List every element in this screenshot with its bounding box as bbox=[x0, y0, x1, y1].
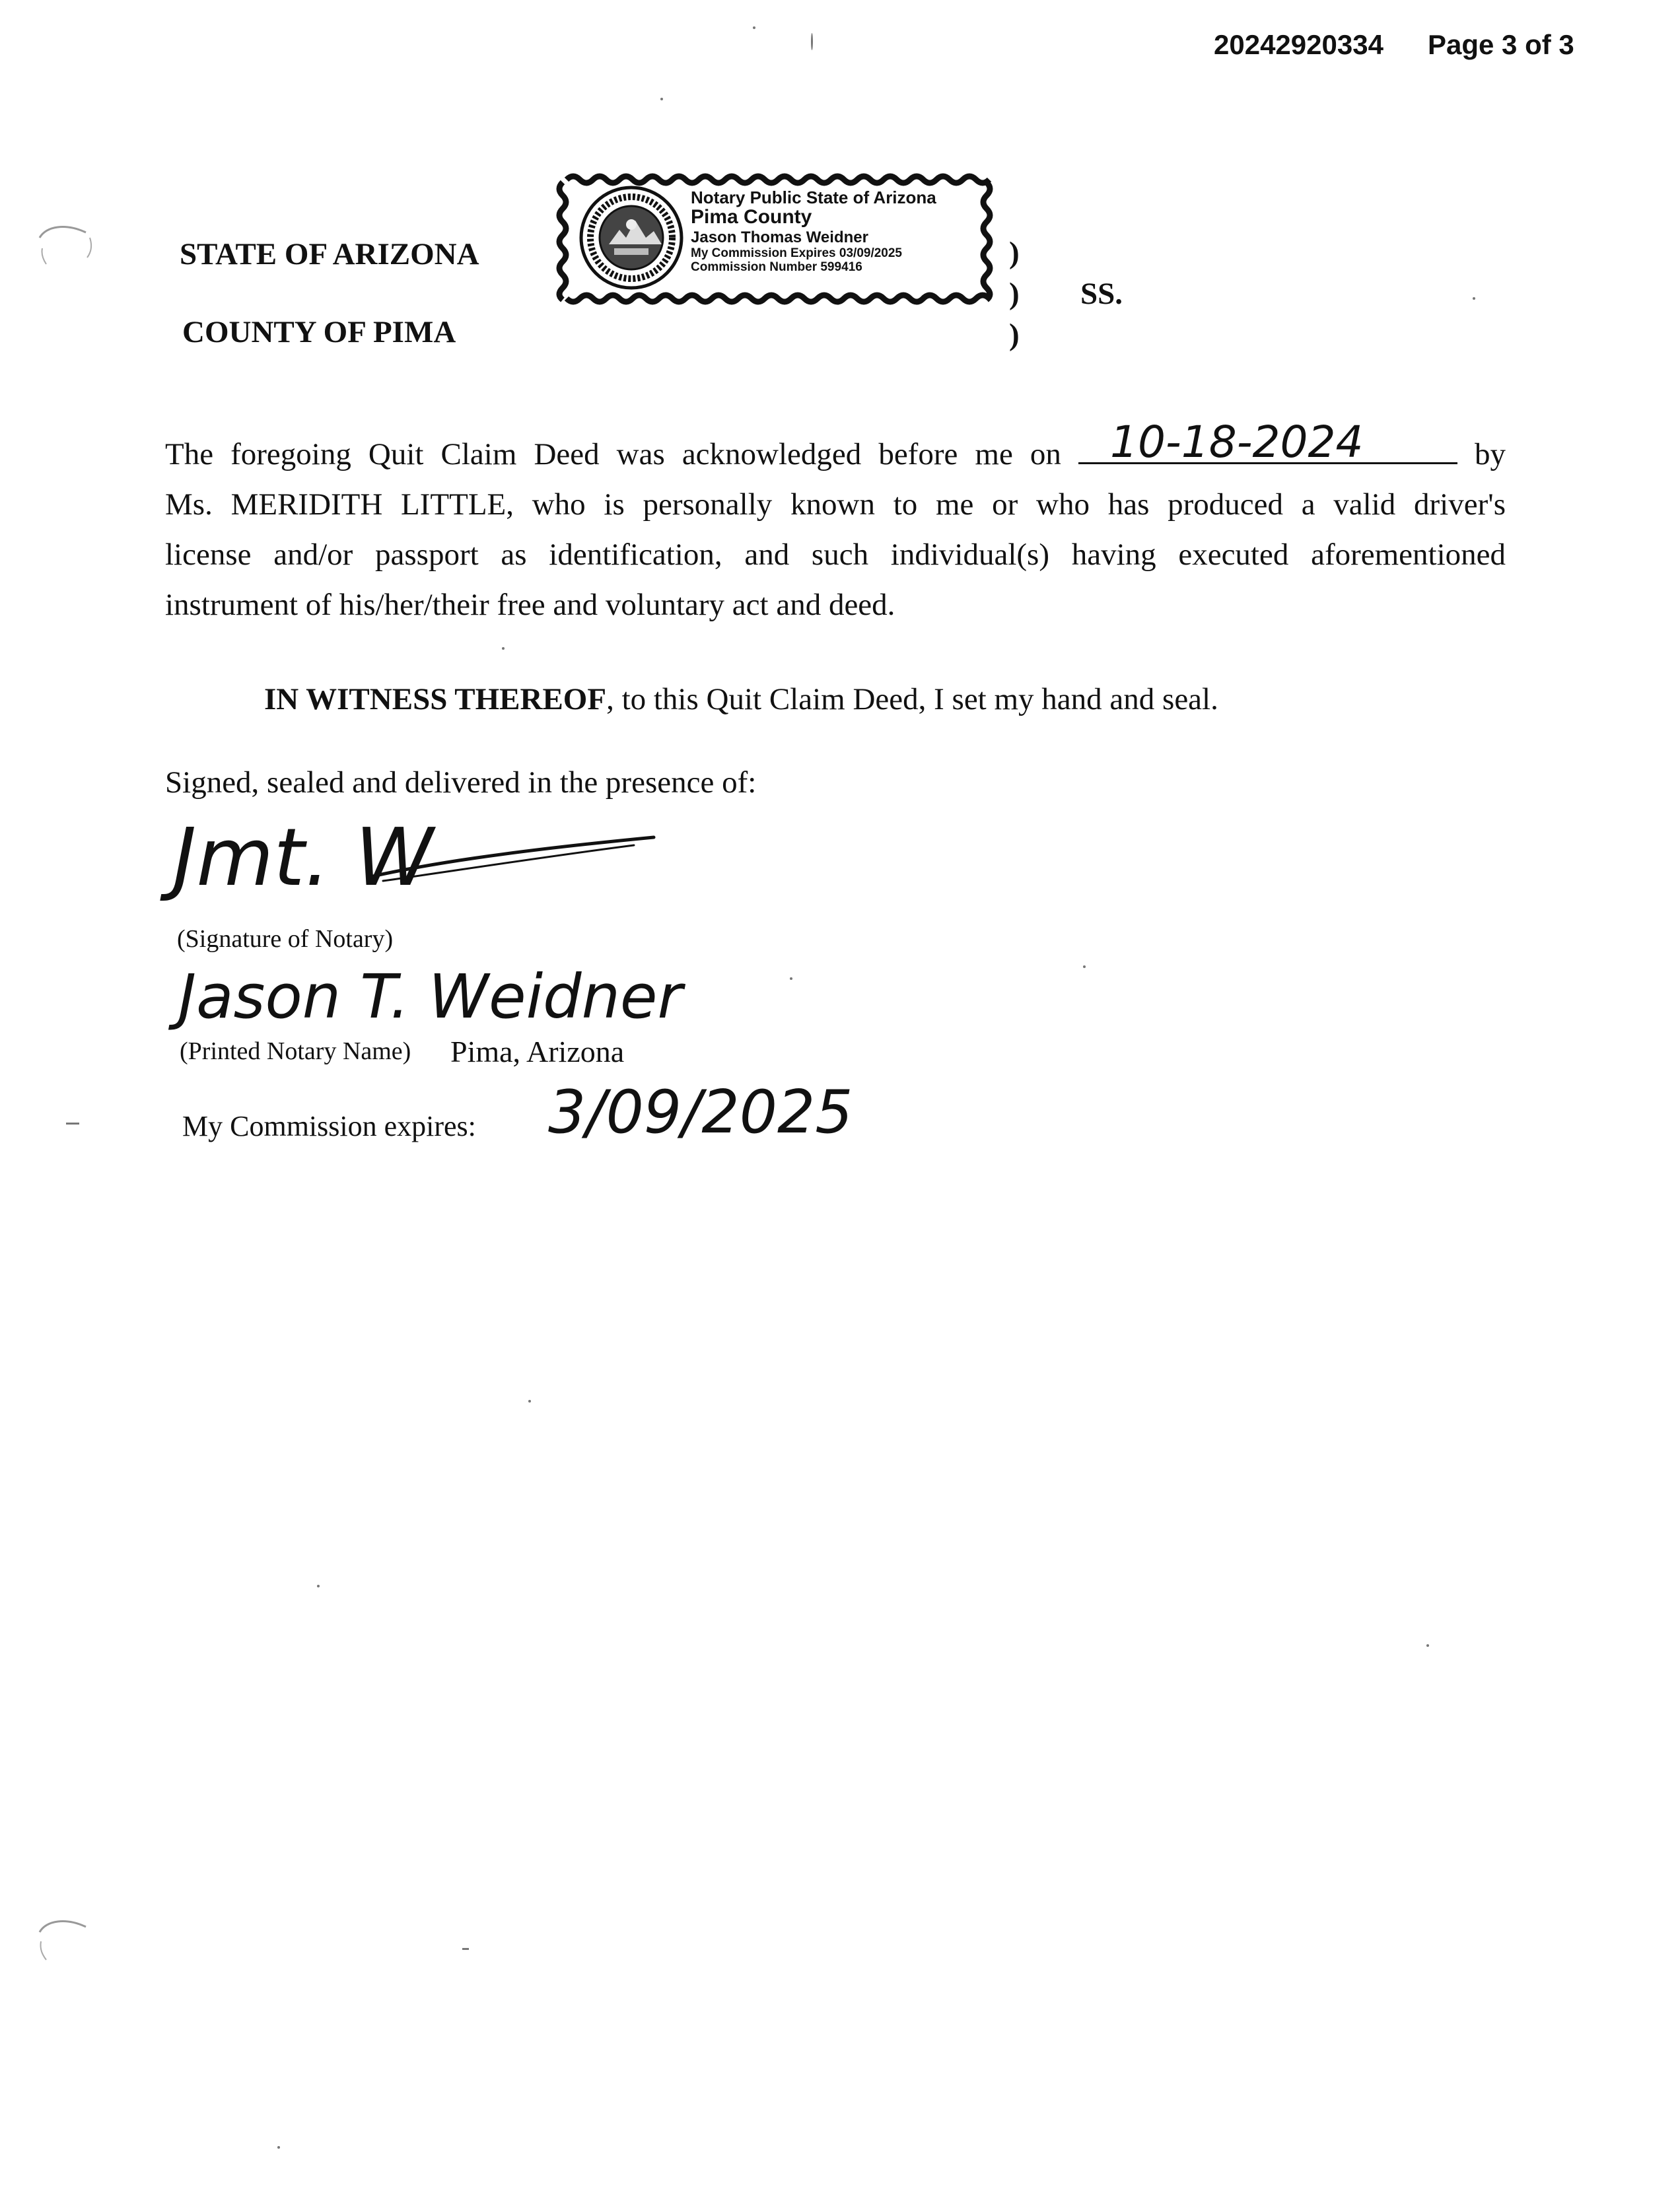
acknowledgment-paragraph bbox=[165, 417, 1506, 630]
scan-speck bbox=[811, 33, 813, 50]
ack-line-2: Ms. MERIDITH LITTLE, who is personally known to me or who has produced a valid driver's bbox=[165, 487, 1506, 522]
acknowledgment-date-handwritten: 10-18-2024 bbox=[1109, 417, 1364, 468]
scan-speck bbox=[462, 1948, 469, 1950]
stamp-line-title: Notary Public State of Arizona bbox=[691, 188, 936, 207]
scan-speck bbox=[317, 1585, 320, 1587]
ack-line-3: license and/or passport as identification, and such individual(s) having executed aforementioned bbox=[165, 538, 1506, 572]
scan-speck bbox=[66, 1123, 79, 1125]
commission-date-handwritten: 3/09/2025 bbox=[548, 1078, 853, 1147]
notary-location: Pima, Arizona bbox=[450, 1035, 625, 1068]
printed-name-handwritten: Jason T. Weidner bbox=[178, 961, 683, 1032]
commission-label: My Commission expires: bbox=[182, 1110, 476, 1142]
printed-name-caption: (Printed Notary Name) bbox=[180, 1037, 411, 1065]
stamp-line-number: Commission Number 599416 bbox=[691, 260, 862, 274]
signed-line: Signed, sealed and delivered in the presence of: bbox=[165, 765, 757, 800]
stamp-line-expires: My Commission Expires 03/09/2025 bbox=[691, 246, 902, 260]
scan-speck bbox=[1426, 1644, 1429, 1647]
scan-speck bbox=[660, 98, 663, 100]
scan-speck bbox=[1473, 297, 1475, 300]
venue-state: STATE OF ARIZONA bbox=[180, 237, 479, 271]
witness-rest: , to this Quit Claim Deed, I set my hand and seal. bbox=[606, 682, 1218, 716]
scan-speck bbox=[1083, 965, 1086, 968]
witness-bold: IN WITNESS THEREOF bbox=[264, 682, 607, 716]
scan-speck bbox=[277, 2146, 280, 2149]
notary-signature: Jmt. W bbox=[173, 812, 434, 904]
date-blank bbox=[1078, 417, 1457, 468]
signature-caption: (Signature of Notary) bbox=[177, 925, 394, 953]
scan-speck bbox=[528, 1400, 531, 1403]
punch-hole-mark-top bbox=[26, 211, 99, 284]
stamp-line-county: Pima County bbox=[691, 206, 812, 228]
page-indicator: Page 3 of 3 bbox=[1428, 29, 1574, 60]
document-number: 20242920334 bbox=[1214, 29, 1383, 60]
venue-paren-3: ) bbox=[1009, 318, 1020, 352]
ack-line-1-by: by bbox=[1475, 437, 1506, 471]
notary-stamp bbox=[553, 166, 996, 313]
venue-county: COUNTY OF PIMA bbox=[182, 315, 456, 349]
ack-line-1-text: The foregoing Quit Claim Deed was acknowledged before me on bbox=[165, 437, 1061, 471]
arizona-seal-icon bbox=[581, 188, 682, 288]
scan-speck bbox=[502, 647, 505, 650]
scan-speck bbox=[790, 977, 792, 980]
venue-paren-2: ) bbox=[1009, 277, 1020, 311]
venue-paren-1: ) bbox=[1009, 236, 1020, 270]
signature-flourish bbox=[370, 825, 660, 885]
punch-hole-mark-bottom bbox=[26, 1902, 99, 1974]
scan-speck bbox=[753, 26, 755, 29]
witness-line bbox=[264, 681, 1218, 717]
venue-ss: SS. bbox=[1080, 277, 1123, 311]
ack-line-4: instrument of his/her/their free and voluntary act and deed. bbox=[165, 588, 895, 622]
stamp-line-name: Jason Thomas Weidner bbox=[691, 228, 868, 246]
